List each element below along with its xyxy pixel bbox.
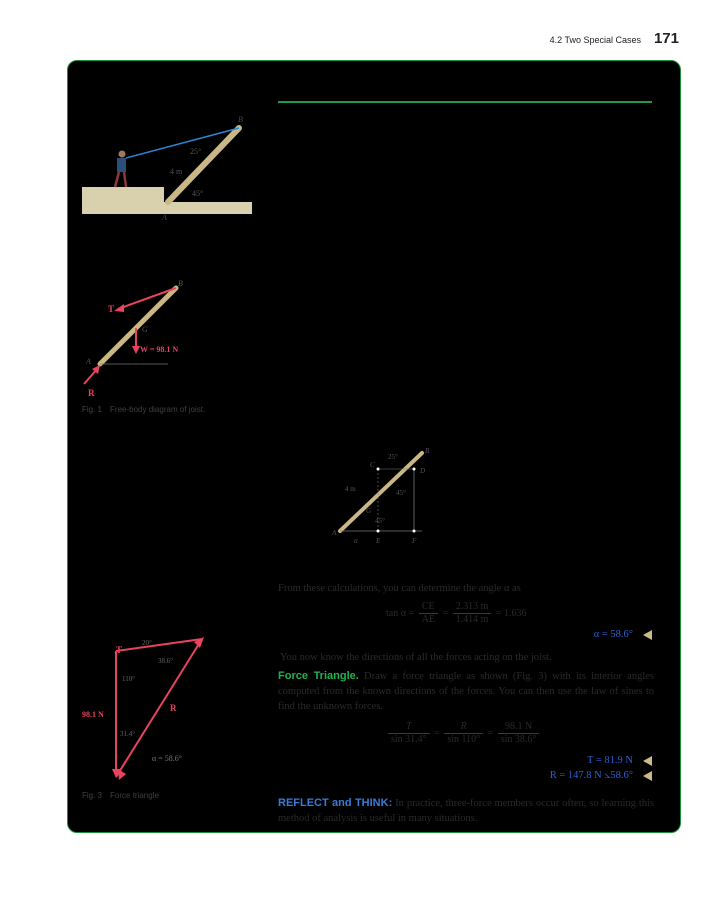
person-leg-right [124,172,126,187]
vector-r-tail [118,769,126,780]
para-angle: From these calculations, you can determine the angle α as [278,583,521,594]
eq1-eq: = [442,607,449,619]
length-4m: 4 m [345,485,356,493]
label-t: T [116,645,123,655]
label-g: G [142,325,148,334]
fig3-force-triangle [78,633,238,783]
eq2-d3: sin 38.6° [500,734,537,745]
force-t-head [114,304,124,312]
label-e: E [376,537,381,545]
angle-45a: 45° [396,489,406,497]
fig1-caption-number: Fig. 1 [82,405,103,414]
point-d [413,468,416,471]
section-title: 4.2 Two Special Cases [549,35,641,45]
fig1-caption-text: Free-body diagram of joist. [110,405,206,414]
result-r [550,770,652,782]
label-a: A [162,213,167,221]
eq2-eq2: = [487,727,494,739]
label-98-1n: 98.1 N [82,710,104,719]
label-b: B [425,447,430,455]
label-t: T [108,304,115,314]
length-4m: 4 m [170,167,183,176]
label-b: B [178,279,183,288]
sample-problem-panel [67,60,681,833]
page-number: 171 [653,30,679,47]
eq1-num2: 2.313 m [453,601,492,614]
answer-marker [643,771,652,781]
force-triangle-heading: Force Triangle. [278,670,359,682]
eq2-n2: R [444,721,483,734]
eq1-num: CE [419,601,438,614]
label-g: G [366,507,372,515]
label-f: F [412,537,417,545]
person-leg-left [115,172,119,187]
angle-45b: 45° [375,517,385,525]
label-w: W = 98.1 N [140,345,179,354]
green-rule [278,101,652,103]
eq2-d2: sin 110° [447,734,481,745]
answer-marker [643,630,652,640]
eq2-n3: 98.1 N [498,721,540,734]
eq2-frac1 [388,721,430,746]
result-alpha-value: α = 58.6° [593,629,633,640]
angle-38-6: 38.6° [158,657,174,665]
angle-25: 25° [190,147,202,156]
result-r-value: R = 147.8 N ⦣58.6° [549,770,633,781]
point-f [413,530,416,533]
answer-marker [643,756,652,766]
result-t [587,755,652,766]
eq1-rhs: = 1.636 [495,607,527,619]
person-body [117,158,126,172]
eq1-den2: 1.414 m [455,614,489,625]
result-t-value: T = 81.9 N [587,755,633,766]
label-b: B [238,116,243,124]
label-r: R [170,703,177,713]
fig2-geometry [330,443,440,555]
force-triangle-text: Draw a force triangle as shown (Fig. 3) with its interior angles computed from the known directions of the forces. You can then use the law of sines to find the unknown forces. [278,671,654,712]
fig3-caption-text: Force triangle [110,791,159,800]
fig3-caption-number: Fig. 3 [82,791,103,800]
fig1-caption [82,405,205,414]
para-reflect [278,796,654,826]
point-e [377,530,380,533]
label-r: R [88,388,95,398]
eq2-d1: sin 31.4° [391,734,427,745]
eq2-eq1: = [434,727,440,739]
angle-110: 110° [122,675,136,683]
eq1-den: AE [421,614,435,625]
para-directions: You now know the directions of all the forces acting on the joist. [280,652,552,663]
floor [164,202,252,214]
reflect-text: In practice, three-force members occur often, so learning this method of analysis is useful in many situations. [278,798,654,824]
label-a: A [86,357,91,366]
fig1-diagram [78,276,208,401]
angle-25: 25° [388,453,398,461]
eq1-lhs: tan α = [386,607,415,619]
point-c [377,468,380,471]
joist-illustration [82,116,272,221]
label-d: D [420,467,426,475]
eq2-n1: T [388,721,430,734]
label-a: A [332,529,337,537]
reflect-heading: REFLECT and THINK: [278,797,393,809]
label-c: C [370,461,375,469]
force-w-head [132,346,140,354]
vector-t [116,639,202,651]
left-ledge [82,187,164,214]
equation-tan-alpha [386,601,527,626]
eq1-frac2 [453,601,492,626]
eq1-frac1 [419,601,438,626]
result-alpha [594,629,652,640]
para-force-triangle [278,669,654,714]
fig3-caption [82,791,159,800]
joist [168,128,239,202]
label-alpha: α [354,537,358,545]
person-head [119,151,126,158]
label-alpha: α = 58.6° [152,754,182,763]
eq2-frac2 [444,721,483,746]
eq2-frac3 [498,721,540,746]
angle-45: 45° [192,189,204,198]
equation-law-of-sines [386,721,541,746]
angle-20: 20° [142,639,152,647]
angle-31-4: 31.4° [120,730,136,738]
